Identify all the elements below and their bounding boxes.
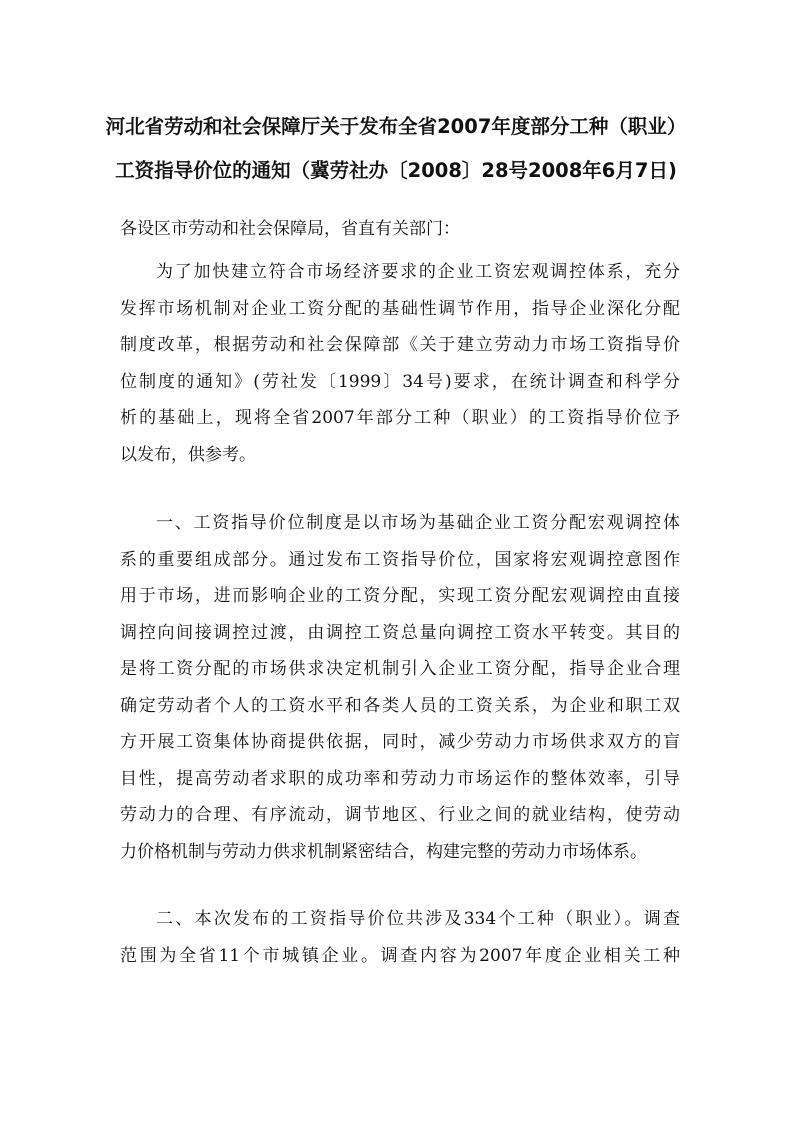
- paragraph-line: 范围为全省11个市城镇企业。调查内容为2007年度企业相关工种: [120, 945, 680, 966]
- salutation: 各设区市劳动和社会保障局，省直有关部门：: [120, 219, 460, 239]
- paragraph-line: 系的重要组成部分。通过发布工资指导价位，国家将宏观调控意图作: [120, 549, 680, 570]
- paragraph-line: 是将工资分配的市场供求决定机制引入企业工资分配，指导企业合理: [120, 659, 680, 679]
- paragraph-line: 目性，提高劳动者求职的成功率和劳动力市场运作的整体效率，引导: [120, 768, 680, 789]
- paragraph-line: 发挥市场机制对企业工资分配的基础性调节作用，指导企业深化分配: [120, 298, 680, 319]
- paragraph-line: 一、工资指导价位制度是以市场为基础企业工资分配宏观调控体: [156, 513, 680, 533]
- paragraph-intro: [120, 254, 680, 473]
- document-title-line-1: 河北省劳动和社会保障厅关于发布全省2007年度部分工种（职业）: [105, 115, 687, 138]
- document-title-line-2: 工资指导价位的通知（冀劳社办〔2008〕28号2008年6月7日): [115, 159, 677, 182]
- paragraph-section-2: [120, 901, 680, 974]
- paragraph-line: 制度改革，根据劳动和社会保障部《关于建立劳动力市场工资指导价: [120, 335, 680, 355]
- paragraph-line: 方开展工资集体协商提供依据，同时，减少劳动力市场供求双方的盲: [120, 732, 680, 752]
- paragraph-line: 位制度的通知》(劳社发〔1999〕34号)要求，在统计调查和科学分: [120, 371, 680, 392]
- paragraph-line: 二、本次发布的工资指导价位共涉及334个工种（职业）。调查: [156, 909, 680, 929]
- paragraph-line: 析的基础上，现将全省2007年部分工种（职业）的工资指导价位予: [120, 408, 680, 428]
- paragraph-line: 劳动力的合理、有序流动，调节地区、行业之间的就业结构，使劳动: [120, 805, 680, 825]
- paragraph-line: 力价格机制与劳动力供求机制紧密结合，构建完整的劳动力市场体系。: [120, 841, 647, 862]
- paragraph-line: 调控向间接调控过渡，由调控工资总量向调控工资水平转变。其目的: [120, 622, 680, 643]
- paragraph-line: 以发布，供参考。: [120, 444, 256, 465]
- paragraph-line: 为了加快建立符合市场经济要求的企业工资宏观调控体系，充分: [156, 262, 680, 282]
- paragraph-line: 确定劳动者个人的工资水平和各类人员的工资关系，为企业和职工双: [120, 695, 680, 716]
- paragraph-line: 用于市场，进而影响企业的工资分配，实现工资分配宏观调控由直接: [120, 586, 680, 606]
- paragraph-section-1: [120, 505, 680, 870]
